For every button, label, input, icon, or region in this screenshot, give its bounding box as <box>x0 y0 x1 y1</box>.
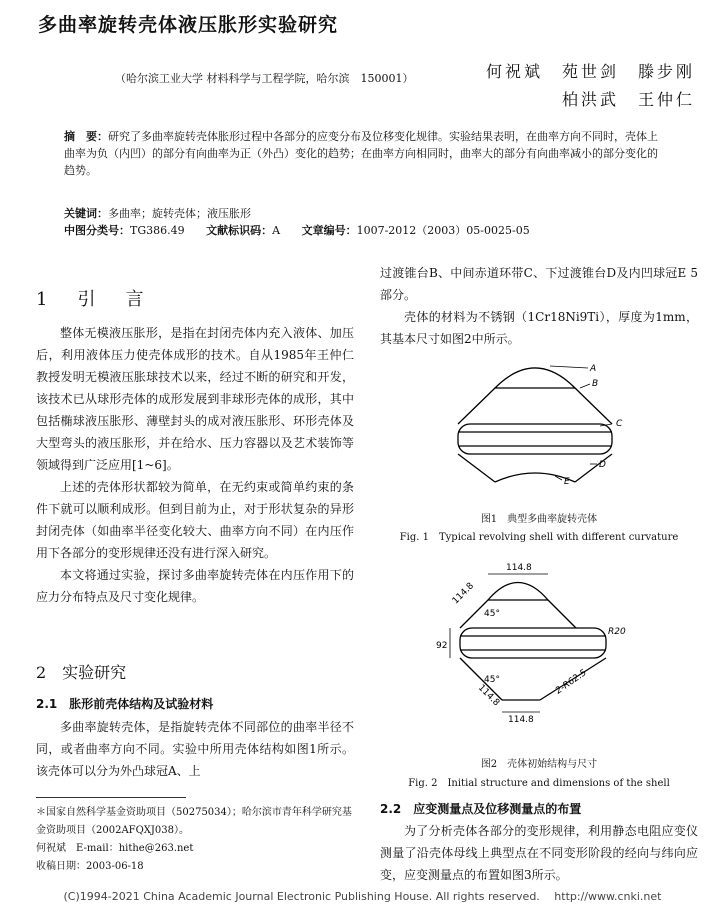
label-c: C <box>616 419 623 429</box>
label-d: D <box>599 460 606 470</box>
radius-r20: R20 <box>608 627 626 637</box>
paragraph: 为了分析壳体各部分的变形规律，利用静态电阻应变仪测量了沿壳体母线上典型点在不同变形阶段的经向与纬向应变，应变测量点的布置如图3所示。 <box>380 824 698 882</box>
angle-bottom: 45° <box>484 675 500 685</box>
paragraph: 整体无模液压胀形，是指在封闭壳体内充入液体、加压后，利用液体压力使壳体成形的技术。自从1985年王仲仁教授发明无模液压胀球技术以来，经过不断的研究和开发，该技术已从球形壳体的成形发展到非球形壳体的成形，其中包括椭球液压胀形、薄壁封头的成对液压胀形、环形壳体及大型弯头的液压胀形，并在给水、压力容器以及艺术装饰等领域得到广泛应用[1~6]。 <box>36 326 354 472</box>
section-1-body <box>36 322 354 608</box>
figure-2-caption-en: Fig. 2 Initial structure and dimensions of the shell <box>408 778 670 789</box>
article-value: 1007-2012（2003）05-0025-05 <box>356 224 530 237</box>
classification-line <box>64 222 548 239</box>
label-a: A <box>590 364 597 374</box>
section-2-1-heading: 2.1 胀形前壳体结构及试验材料 <box>36 697 214 711</box>
dim-top: 114.8 <box>506 563 532 573</box>
doc-value: A <box>272 224 281 237</box>
dim-bottom: 114.8 <box>508 715 534 725</box>
paragraph: 壳体的材料为不锈钢（1Cr18Ni9Ti），厚度为1mm，其基本尺寸如图2中所示。 <box>380 310 698 346</box>
dim-slant-bottom: 114.8 <box>475 683 502 709</box>
right-column-body <box>380 262 698 350</box>
abstract <box>64 128 664 179</box>
radius-r625: 2-R62.5 <box>553 668 589 697</box>
figure-1-caption-cn: 图1 典型多曲率旋转壳体 <box>480 514 598 525</box>
section-2-2-heading: 2.2 应变测量点及位移测量点的布置 <box>380 802 582 816</box>
figure-1-caption-en: Fig. 1 Typical revolving shell with different curvature <box>399 532 679 543</box>
section-2-2-body <box>380 820 698 886</box>
paragraph: 上述的壳体形状都较为简单，在无约束或简单约束的条件下就可以顺利成形。但到目前为止，对于形状复杂的异形封闭壳体（如曲率半径变化较大、曲率方向不同）在内压作用下各部分的变形规律还没有进行深入研究。 <box>36 480 354 560</box>
dim-height: 92 <box>436 641 448 651</box>
footnotes <box>36 804 354 876</box>
funding-note: ＊国家自然科学基金资助项目（50275034）；哈尔滨市青年科学研究基金资助项目（2002AFQXJ038）。 <box>36 807 352 836</box>
paragraph: 多曲率旋转壳体，是指旋转壳体不同部位的曲率半径不同，或者曲率方向不同。实验中所用壳体结构如图1所示。该壳体可以分为外凸球冠A、上 <box>36 720 354 778</box>
authors-line-1: 何祝斌 苑世剑 滕步刚 <box>485 62 695 81</box>
keywords: 多曲率；旋转壳体；液压胀形 <box>108 207 251 220</box>
authors-line-2: 柏洪武 王仲仁 <box>561 90 695 109</box>
affiliation: （哈尔滨工业大学 材料科学与工程学院，哈尔滨 150001） <box>115 72 414 85</box>
section-2-heading: 2 实验研究 <box>36 663 127 682</box>
copyright-footer: (C)1994-2021 China Academic Journal Electronic Publishing House. All rights reserved. http://www.cnki.net <box>63 890 662 903</box>
author-email: 何祝斌 E-mail：hithe@263.net <box>36 843 194 854</box>
section-2-1-body <box>36 716 354 782</box>
angle-top: 45° <box>484 609 500 619</box>
abstract-label: 摘 要： <box>64 130 108 143</box>
paragraph: 本文将通过实验，探讨多曲率旋转壳体在内压作用下的应力分布特点及尺寸变化规律。 <box>36 568 354 604</box>
figure-2-caption-cn: 图2 壳体初始结构与尺寸 <box>480 759 598 770</box>
keywords-line <box>64 205 548 222</box>
section-1-heading: 1 引 言 <box>36 289 150 310</box>
footnote-rule <box>36 797 186 798</box>
received-date: 收稿日期：2003-06-18 <box>36 861 144 872</box>
paper-title: 多曲率旋转壳体液压胀形实验研究 <box>38 14 339 36</box>
figure-1-shell-drawing <box>440 352 640 502</box>
keywords-label: 关键词： <box>64 207 108 220</box>
abstract-text: 研究了多曲率旋转壳体胀形过程中各部分的应变分布及位移变化规律。实验结果表明，在曲率方向不同时，壳体上曲率为负（内凹）的部分有向曲率为正（外凸）变化的趋势；在曲率方向相同时，曲率大的部分有向曲率减小的部分变化的趋势。 <box>64 130 658 177</box>
class-label: 中图分类号： <box>64 224 130 237</box>
article-label: 文章编号： <box>301 224 357 237</box>
label-e: E <box>564 477 570 487</box>
class-value: TG386.49 <box>130 224 185 237</box>
abstract-meta <box>64 205 548 239</box>
figure-2-dimension-drawing <box>430 560 640 732</box>
paragraph: 过渡锥台B、中间赤道环带C、下过渡锥台D及内凹球冠E 5部分。 <box>380 266 698 302</box>
dim-slant-top: 114.8 <box>450 581 477 607</box>
doc-label: 文献标识码： <box>206 224 273 237</box>
authors <box>486 58 695 114</box>
label-b: B <box>592 379 599 389</box>
